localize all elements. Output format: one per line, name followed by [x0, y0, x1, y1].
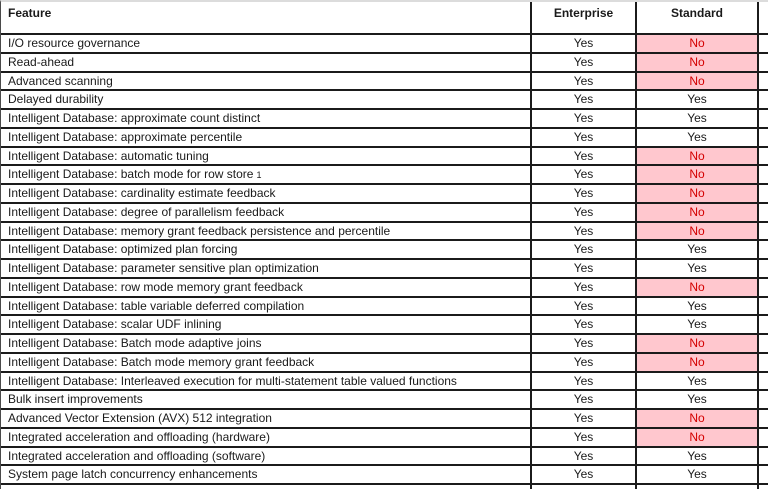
feature-cell: I/O resource governance	[1, 35, 532, 52]
overflow-cell	[759, 298, 768, 315]
enterprise-cell: Yes	[532, 35, 637, 52]
standard-cell: No	[637, 166, 759, 183]
column-header-enterprise: Enterprise	[532, 2, 637, 33]
feature-cell: Intelligent Database: optimized plan forcing	[1, 241, 532, 258]
table-row	[1, 391, 768, 410]
table-header-row	[1, 2, 768, 35]
enterprise-cell: Yes	[532, 54, 637, 71]
table-row	[1, 298, 768, 317]
overflow-cell	[759, 73, 768, 90]
table-row	[1, 35, 768, 54]
enterprise-cell: Yes	[532, 110, 637, 127]
standard-cell: Yes	[637, 448, 759, 465]
overflow-cell	[759, 260, 768, 277]
feature-cell: System page latch concurrency enhancements	[1, 466, 532, 483]
table-row	[1, 110, 768, 129]
overflow-cell	[759, 335, 768, 352]
enterprise-cell: Yes	[532, 373, 637, 390]
standard-cell: Yes	[637, 373, 759, 390]
overflow-cell	[759, 166, 768, 183]
overflow-cell	[759, 110, 768, 127]
feature-cell: Intelligent Database: Batch mode adaptive joins	[1, 335, 532, 352]
feature-cell: Intelligent Database: batch mode for row store 1	[1, 166, 532, 183]
footnote-marker: 1	[256, 170, 262, 181]
overflow-cell	[759, 429, 768, 446]
overflow-cell	[759, 129, 768, 146]
enterprise-cell: Yes	[532, 429, 637, 446]
feature-cell: Intelligent Database: automatic tuning	[1, 148, 532, 165]
column-header-feature: Feature	[1, 2, 532, 33]
overflow-cell	[759, 54, 768, 71]
standard-cell: No	[637, 54, 759, 71]
enterprise-cell: Yes	[532, 410, 637, 427]
feature-cell: Advanced scanning	[1, 73, 532, 90]
column-header-standard: Standard	[637, 2, 759, 33]
overflow-cell	[759, 448, 768, 465]
overflow-cell	[759, 354, 768, 371]
table-row	[1, 410, 768, 429]
table-row	[1, 185, 768, 204]
feature-cell: Intelligent Database: approximate count distinct	[1, 110, 532, 127]
feature-cell: Integrated acceleration and offloading (software)	[1, 448, 532, 465]
feature-cell: Intelligent Database: scalar UDF inlining	[1, 316, 532, 333]
standard-cell: No	[637, 429, 759, 446]
table-row	[1, 279, 768, 298]
table-row	[1, 354, 768, 373]
overflow-cell	[759, 148, 768, 165]
standard-cell: Yes	[637, 260, 759, 277]
overflow-cell	[759, 35, 768, 52]
feature-comparison-table	[1, 2, 768, 489]
enterprise-cell: Yes	[532, 241, 637, 258]
standard-cell: Yes	[637, 129, 759, 146]
standard-cell: No	[637, 73, 759, 90]
feature-cell: Intelligent Database: table variable deferred compilation	[1, 298, 532, 315]
table-row-partial	[1, 485, 768, 489]
overflow-cell	[759, 223, 768, 240]
standard-cell: No	[637, 410, 759, 427]
feature-cell: Intelligent Database: degree of parallelism feedback	[1, 204, 532, 221]
table-row	[1, 429, 768, 448]
enterprise-cell: Yes	[532, 354, 637, 371]
standard-cell: No	[637, 223, 759, 240]
standard-cell: Yes	[637, 298, 759, 315]
overflow-cell	[759, 185, 768, 202]
standard-cell: Yes	[637, 391, 759, 408]
feature-cell: Intelligent Database: approximate percentile	[1, 129, 532, 146]
overflow-cell	[759, 466, 768, 483]
standard-cell: Yes	[637, 316, 759, 333]
standard-cell: No	[637, 35, 759, 52]
enterprise-cell: Yes	[532, 166, 637, 183]
standard-cell: No	[637, 204, 759, 221]
table-row	[1, 466, 768, 485]
enterprise-cell: Yes	[532, 298, 637, 315]
enterprise-cell: Yes	[532, 279, 637, 296]
feature-cell: Intelligent Database: cardinality estimate feedback	[1, 185, 532, 202]
feature-cell: Intelligent Database: memory grant feedback persistence and percentile	[1, 223, 532, 240]
feature-cell: Intelligent Database: Batch mode memory grant feedback	[1, 354, 532, 371]
overflow-cell	[759, 410, 768, 427]
overflow-cell	[759, 279, 768, 296]
enterprise-cell: Yes	[532, 391, 637, 408]
table-row	[1, 316, 768, 335]
standard-cell: No	[637, 279, 759, 296]
feature-cell: Bulk insert improvements	[1, 391, 532, 408]
feature-cell: Read-ahead	[1, 54, 532, 71]
standard-cell: No	[637, 335, 759, 352]
table-row	[1, 166, 768, 185]
table-row	[1, 260, 768, 279]
table-body	[1, 35, 768, 485]
overflow-cell	[759, 485, 768, 489]
table-row	[1, 373, 768, 392]
table-row	[1, 73, 768, 92]
overflow-cell	[759, 204, 768, 221]
enterprise-cell: Yes	[532, 448, 637, 465]
enterprise-cell: Yes	[532, 335, 637, 352]
enterprise-cell: Yes	[532, 260, 637, 277]
feature-cell: Intelligent Database: parameter sensitive plan optimization	[1, 260, 532, 277]
table-row	[1, 129, 768, 148]
standard-cell	[637, 485, 759, 489]
enterprise-cell: Yes	[532, 91, 637, 108]
overflow-cell	[759, 91, 768, 108]
feature-cell: Delayed durability	[1, 91, 532, 108]
table-row	[1, 204, 768, 223]
standard-cell: Yes	[637, 91, 759, 108]
feature-cell	[1, 485, 532, 489]
table-row	[1, 335, 768, 354]
standard-cell: No	[637, 185, 759, 202]
table-row	[1, 241, 768, 260]
overflow-cell	[759, 241, 768, 258]
enterprise-cell	[532, 485, 637, 489]
feature-cell: Intelligent Database: Interleaved execution for multi-statement table valued functions	[1, 373, 532, 390]
standard-cell: Yes	[637, 241, 759, 258]
enterprise-cell: Yes	[532, 466, 637, 483]
overflow-cell	[759, 316, 768, 333]
enterprise-cell: Yes	[532, 185, 637, 202]
enterprise-cell: Yes	[532, 204, 637, 221]
feature-cell: Intelligent Database: row mode memory grant feedback	[1, 279, 532, 296]
overflow-cell	[759, 391, 768, 408]
standard-cell: No	[637, 354, 759, 371]
standard-cell: Yes	[637, 110, 759, 127]
table-row	[1, 54, 768, 73]
standard-cell: Yes	[637, 466, 759, 483]
standard-cell: No	[637, 148, 759, 165]
enterprise-cell: Yes	[532, 129, 637, 146]
enterprise-cell: Yes	[532, 223, 637, 240]
enterprise-cell: Yes	[532, 148, 637, 165]
overflow-cell	[759, 373, 768, 390]
feature-cell: Integrated acceleration and offloading (hardware)	[1, 429, 532, 446]
table-row	[1, 91, 768, 110]
table-row	[1, 223, 768, 242]
enterprise-cell: Yes	[532, 73, 637, 90]
enterprise-cell: Yes	[532, 316, 637, 333]
table-row	[1, 448, 768, 467]
table-row	[1, 148, 768, 167]
feature-cell: Advanced Vector Extension (AVX) 512 integration	[1, 410, 532, 427]
column-header-overflow	[759, 2, 768, 33]
